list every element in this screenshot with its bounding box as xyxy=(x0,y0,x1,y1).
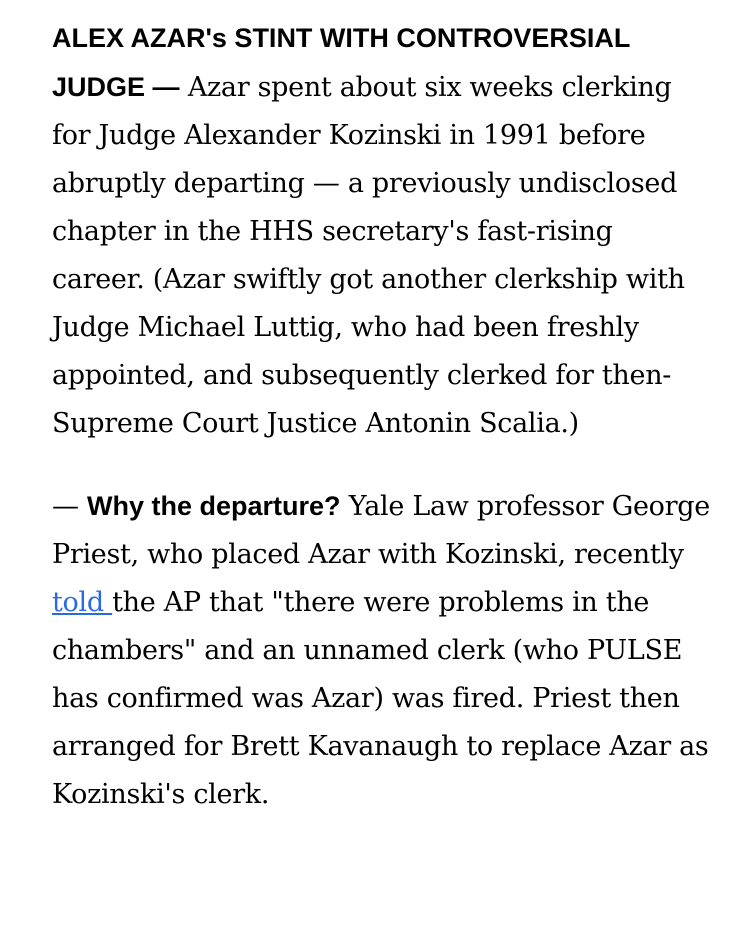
paragraph-text: Azar spent about six weeks clerking for Judge Alexander Kozinski in 1991 before abruptly departing — a previously undisclosed chapter in the HHS secretary's fast-rising career. (Azar swiftly got another clerkship with Judge Michael Luttig, who had been freshly appointed, and subsequently clerked for then-Supreme Court Justice Antonin Scalia.) xyxy=(52,72,685,439)
paragraph-text-after-link: the AP that "there were problems in the chambers" and an unnamed clerk (who PULSE has confirmed was Azar) was fired. Priest then arranged for Brett Kavanaugh to replace Azar as Kozinski's clerk. xyxy=(52,587,709,810)
paragraph-departure xyxy=(52,482,712,819)
paragraph-kozinski-stint xyxy=(52,14,712,448)
article-body xyxy=(52,14,712,819)
section-headline: ALEX AZAR's STINT WITH CONTROVERSIAL JUDGE — xyxy=(52,23,630,102)
subsection-heading: Why the departure? xyxy=(86,491,341,521)
em-dash-prefix: — xyxy=(52,491,87,522)
told-link[interactable]: told xyxy=(52,587,113,618)
paragraph-text-before-link: Yale Law professor George Priest, who placed Azar with Kozinski, recently xyxy=(52,491,710,570)
